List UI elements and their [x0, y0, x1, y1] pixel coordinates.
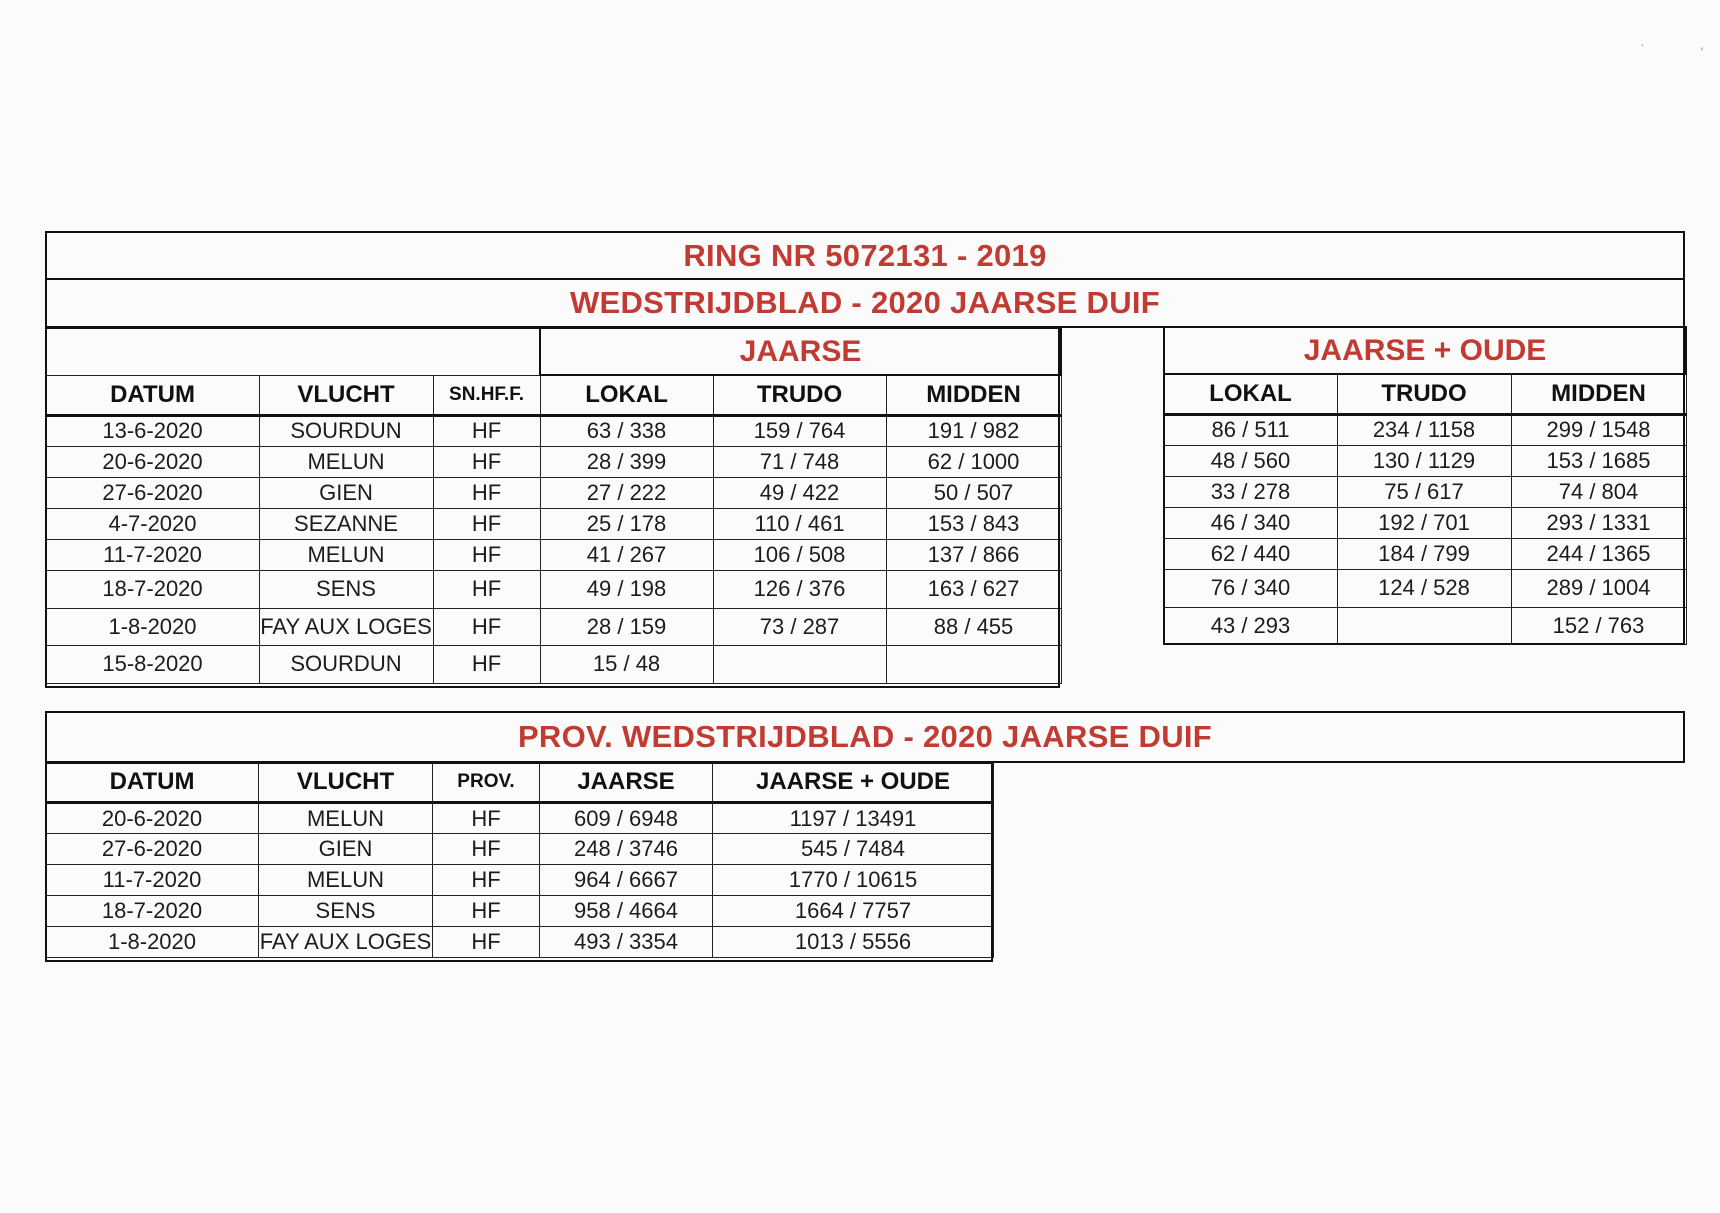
table-cell: 1-8-2020: [46, 608, 259, 645]
table-cell: 159 / 764: [713, 415, 886, 446]
table-cell: HF: [433, 508, 540, 539]
table-cell: HF: [433, 608, 540, 645]
side-col-header-midden: MIDDEN: [1511, 374, 1686, 414]
table-cell: 75 / 617: [1337, 476, 1511, 507]
col-header-datum: DATUM: [46, 375, 259, 415]
table-cell: MELUN: [259, 865, 433, 896]
table-cell: MELUN: [259, 539, 433, 570]
table-cell: 86 / 511: [1164, 414, 1337, 445]
table-cell: 130 / 1129: [1337, 445, 1511, 476]
table-cell: HF: [433, 477, 540, 508]
table-cell: 163 / 627: [886, 570, 1061, 608]
table-cell: HF: [433, 446, 540, 477]
table-cell: MELUN: [259, 803, 433, 834]
table-cell: HF: [433, 896, 540, 927]
table-cell: 20-6-2020: [46, 803, 259, 834]
table-cell: 191 / 982: [886, 415, 1061, 446]
table-cell: 71 / 748: [713, 446, 886, 477]
side-col-header-trudo: TRUDO: [1337, 374, 1511, 414]
ring-number-title: RING NR 5072131 - 2019: [45, 231, 1685, 280]
side-col-header-lokal: LOKAL: [1164, 374, 1337, 414]
group-header-jaarse: JAARSE: [540, 328, 1061, 375]
table-cell: GIEN: [259, 834, 433, 865]
table-cell: 126 / 376: [713, 570, 886, 608]
table-cell: 33 / 278: [1164, 476, 1337, 507]
table-cell: 28 / 399: [540, 446, 713, 477]
table-cell: 73 / 287: [713, 608, 886, 645]
scan-speck: ·: [1640, 36, 1645, 52]
table-cell: 299 / 1548: [1511, 414, 1686, 445]
table-cell: 62 / 440: [1164, 538, 1337, 569]
table-cell: 41 / 267: [540, 539, 713, 570]
table-cell: 18-7-2020: [46, 896, 259, 927]
table-cell: HF: [433, 834, 540, 865]
group-header-jaarse-oude: JAARSE + OUDE: [1164, 327, 1686, 374]
table-cell: 110 / 461: [713, 508, 886, 539]
table-cell: 248 / 3746: [540, 834, 713, 865]
table-cell: HF: [433, 803, 540, 834]
table-cell: 964 / 6667: [540, 865, 713, 896]
table-cell: 62 / 1000: [886, 446, 1061, 477]
table-cell: 234 / 1158: [1337, 414, 1511, 445]
table-cell: 124 / 528: [1337, 569, 1511, 607]
table-cell: 27-6-2020: [46, 477, 259, 508]
table-cell: FAY AUX LOGES: [259, 608, 433, 645]
table-cell: 545 / 7484: [713, 834, 994, 865]
table-cell: 493 / 3354: [540, 927, 713, 958]
col-header-vlucht: VLUCHT: [259, 375, 433, 415]
table-cell: FAY AUX LOGES: [259, 927, 433, 958]
table-cell: 15 / 48: [540, 645, 713, 683]
table-cell: HF: [433, 570, 540, 608]
table-cell: 1197 / 13491: [713, 803, 994, 834]
scan-speck: ,: [1700, 36, 1704, 52]
table-cell: 153 / 843: [886, 508, 1061, 539]
table-cell: 27 / 222: [540, 477, 713, 508]
table-cell: 49 / 422: [713, 477, 886, 508]
table-cell: 25 / 178: [540, 508, 713, 539]
table-cell: 15-8-2020: [46, 645, 259, 683]
prov-table-frame: [45, 762, 993, 962]
prov-col-header-jaarse: JAARSE: [540, 763, 713, 803]
table-cell: 137 / 866: [886, 539, 1061, 570]
table-cell: SEZANNE: [259, 508, 433, 539]
table-cell: 27-6-2020: [46, 834, 259, 865]
table-cell: 76 / 340: [1164, 569, 1337, 607]
table-cell: 289 / 1004: [1511, 569, 1686, 607]
table-cell: 1770 / 10615: [713, 865, 994, 896]
table-cell: 609 / 6948: [540, 803, 713, 834]
table-cell: HF: [433, 865, 540, 896]
sheet-title: WEDSTRIJDBLAD - 2020 JAARSE DUIF: [45, 278, 1685, 328]
table-cell: SOURDUN: [259, 415, 433, 446]
table-cell: 184 / 799: [1337, 538, 1511, 569]
table-cell: 1664 / 7757: [713, 896, 994, 927]
table-cell: 1013 / 5556: [713, 927, 994, 958]
table-cell: 192 / 701: [1337, 507, 1511, 538]
table-cell: 46 / 340: [1164, 507, 1337, 538]
table-cell: SOURDUN: [259, 645, 433, 683]
main-table-frame: [45, 327, 1060, 688]
table-cell: 74 / 804: [1511, 476, 1686, 507]
table-cell: 88 / 455: [886, 608, 1061, 645]
col-header-snhff: SN.HF.F.: [433, 375, 540, 415]
col-header-midden: MIDDEN: [886, 375, 1061, 415]
table-cell: 13-6-2020: [46, 415, 259, 446]
table-cell: 18-7-2020: [46, 570, 259, 608]
table-cell: 49 / 198: [540, 570, 713, 608]
table-cell: HF: [433, 539, 540, 570]
table-cell: 11-7-2020: [46, 539, 259, 570]
col-header-trudo: TRUDO: [713, 375, 886, 415]
table-cell: SENS: [259, 896, 433, 927]
table-cell: 152 / 763: [1511, 607, 1686, 644]
table-cell: 958 / 4664: [540, 896, 713, 927]
prov-col-header-jaarse-oude: JAARSE + OUDE: [713, 763, 994, 803]
table-cell: HF: [433, 927, 540, 958]
table-cell: 43 / 293: [1164, 607, 1337, 644]
table-cell: HF: [433, 415, 540, 446]
table-cell: HF: [433, 645, 540, 683]
col-header-lokal: LOKAL: [540, 375, 713, 415]
table-cell: 106 / 508: [713, 539, 886, 570]
table-cell: MELUN: [259, 446, 433, 477]
table-cell: 153 / 1685: [1511, 445, 1686, 476]
table-cell: 63 / 338: [540, 415, 713, 446]
table-cell: 11-7-2020: [46, 865, 259, 896]
side-table-frame: [1163, 326, 1685, 645]
table-cell: GIEN: [259, 477, 433, 508]
table-cell: 28 / 159: [540, 608, 713, 645]
table-cell: 1-8-2020: [46, 927, 259, 958]
prov-title: PROV. WEDSTRIJDBLAD - 2020 JAARSE DUIF: [45, 711, 1685, 763]
table-cell: 293 / 1331: [1511, 507, 1686, 538]
table-cell: 4-7-2020: [46, 508, 259, 539]
table-cell: 20-6-2020: [46, 446, 259, 477]
table-cell: 244 / 1365: [1511, 538, 1686, 569]
prov-col-header-datum: DATUM: [46, 763, 259, 803]
prov-col-header-prov: PROV.: [433, 763, 540, 803]
prov-col-header-vlucht: VLUCHT: [259, 763, 433, 803]
table-cell: 50 / 507: [886, 477, 1061, 508]
table-cell: SENS: [259, 570, 433, 608]
table-cell: 48 / 560: [1164, 445, 1337, 476]
